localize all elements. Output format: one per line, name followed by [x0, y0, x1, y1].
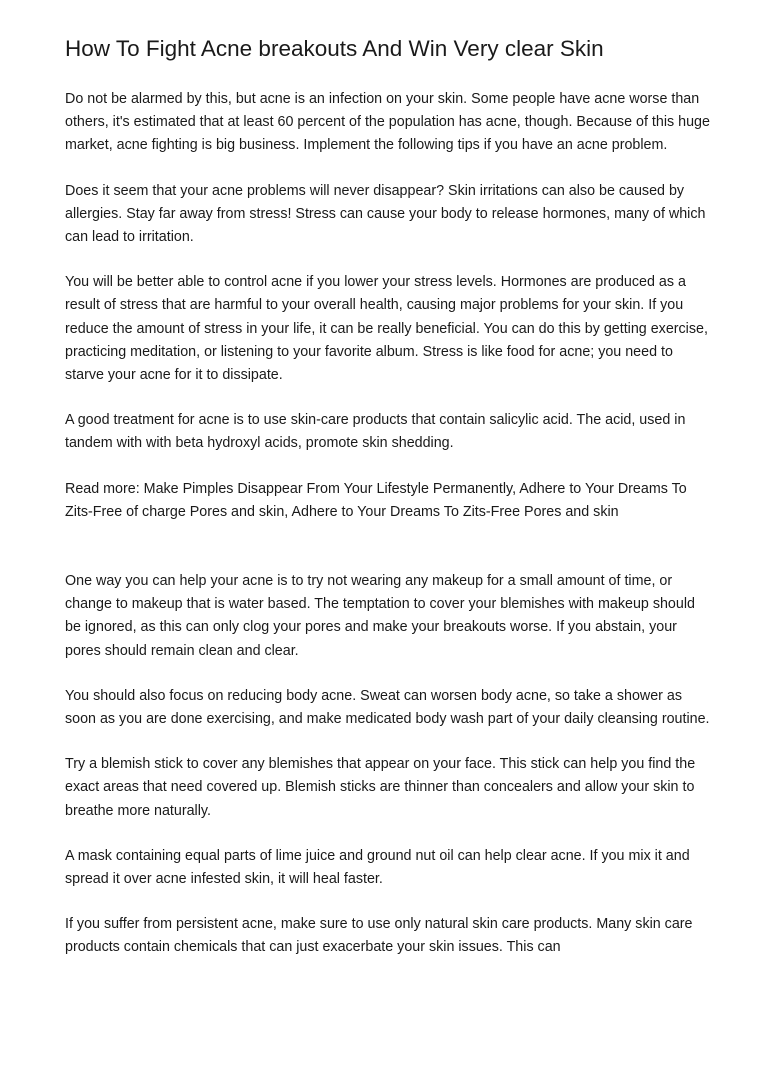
paragraph-intro: Do not be alarmed by this, but acne is an infection on your skin. Some people have acne worse than others, it's estimated that at least 60 percent of the population has acne, though. Because of this huge market, acne fighting is big business. Implement the following tips if you have an acne problem.	[65, 91, 710, 154]
paragraph-blemish-stick: Try a blemish stick to cover any blemishes that appear on your face. This stick can help you find the exact areas that need covered up. Blemish sticks are thinner than concealers and allow your skin to breathe more naturally.	[65, 756, 696, 819]
paragraph-read-more: Read more: Make Pimples Disappear From Your Lifestyle Permanently, Adhere to Your Dreams To Zits-Free of charge Pores and skin, Adhere to Your Dreams To Zits-Free Pores and skin	[65, 480, 687, 520]
page-title: How To Fight Acne breakouts And Win Very clear Skin	[65, 36, 604, 61]
paragraph-makeup: One way you can help your acne is to try not wearing any makeup for a small amount of time, or change to makeup that is water based. The temptation to cover your blemishes with makeup should be ignored, as this can only clog your pores and make your breakouts worse. If you abstain, your pores should remain clean and clear.	[65, 573, 695, 659]
paragraph-allergies-stress: Does it seem that your acne problems will never disappear? Skin irritations can also be caused by allergies. Stay far away from stress! Stress can cause your body to release hormones, many of which can lead to irritation.	[65, 182, 706, 246]
paragraph-natural-products: If you suffer from persistent acne, make sure to use only natural skin care products. Many skin care products contain chemicals that can just exacerbate your skin issues. This can	[65, 916, 693, 956]
paragraph-stress-levels: You will be better able to control acne if you lower your stress levels. Hormones are produced as a result of stress that are harmful to your overall health, causing major problems for your skin. If you reduce the amount of stress in your life, it can be really beneficial. You can do this by getting exercise, practicing meditation, or listening to your favorite album. Stress is like food for acne; you need to starve your acne for it to dissipate.	[65, 274, 708, 384]
paragraph-salicylic-acid: A good treatment for acne is to use skin-care products that contain salicylic acid. The acid, used in tandem with with beta hydroxyl acids, promote skin shedding.	[65, 412, 686, 452]
document-page	[65, 34, 710, 982]
paragraph-body-acne: You should also focus on reducing body acne. Sweat can worsen body acne, so take a shower as soon as you are done exercising, and make medicated body wash part of your daily cleansing routine.	[65, 687, 710, 728]
paragraph-lime-mask: A mask containing equal parts of lime juice and ground nut oil can help clear acne. If you mix it and spread it over acne infested skin, it will heal faster.	[65, 847, 690, 888]
